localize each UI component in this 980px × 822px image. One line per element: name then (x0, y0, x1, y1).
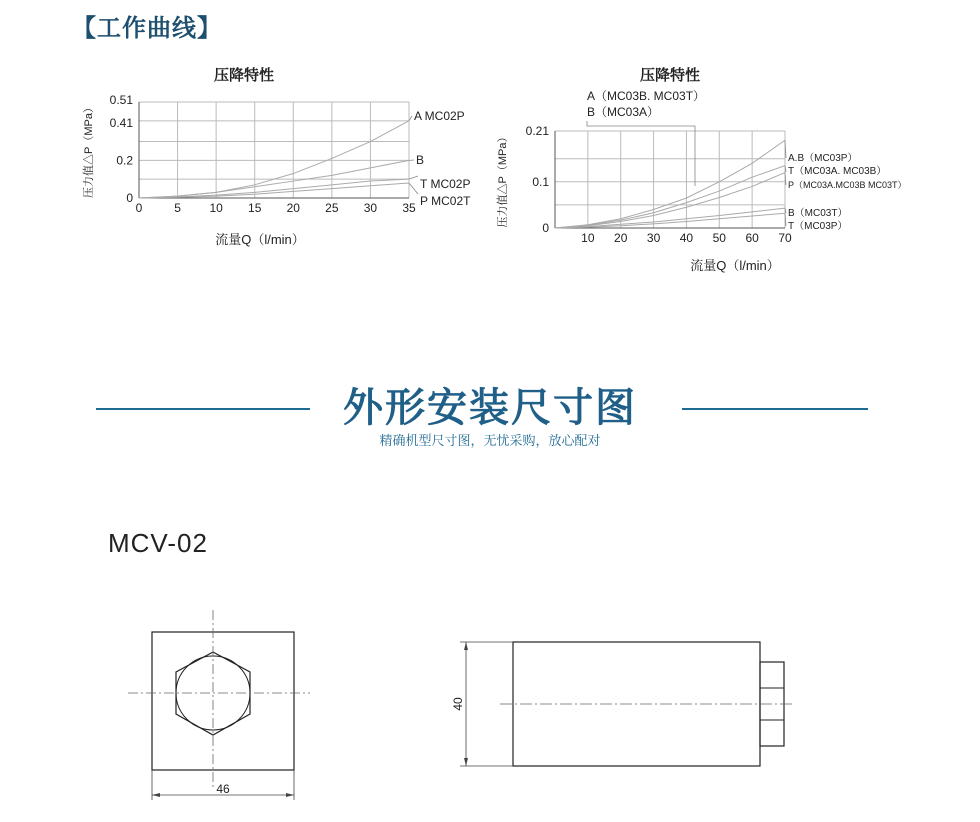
x-tick-label: 30 (646, 231, 661, 245)
front-view-body (152, 632, 294, 770)
series-label: B (416, 153, 425, 167)
banner-title: 外形安装尺寸图 (343, 385, 637, 431)
annotation-label: B（MC03A） (587, 105, 660, 119)
x-axis-label: 流量Q（l/min） (690, 258, 780, 273)
x-tick-label: 0 (135, 201, 143, 215)
x-tick-label: 40 (679, 231, 694, 245)
side-view (460, 642, 795, 766)
series-label: P（MC03A.MC03B MC03T） (788, 180, 907, 190)
y-tick-label: 0.41 (109, 115, 133, 130)
section-title: 【工作曲线】 (72, 14, 222, 42)
y-axis-label: 压力值△P（MPa） (497, 131, 509, 228)
x-tick-label: 50 (712, 231, 726, 245)
x-tick-label: 5 (174, 201, 181, 215)
series-line-c1-0 (139, 121, 409, 198)
series-label: T（MC03P） (788, 221, 848, 232)
series-line-c2-1 (555, 166, 785, 228)
model-label: MCV-02 (108, 528, 208, 558)
x-tick-label: 15 (248, 201, 262, 215)
series-label: B（MC03T） (788, 208, 848, 219)
x-tick-label: 60 (745, 231, 759, 245)
series-label: T MC02P (420, 177, 471, 191)
width-dimension-label: 46 (216, 782, 230, 796)
series-leader-c1-2 (409, 176, 418, 179)
y-tick-label: 0.51 (109, 93, 133, 107)
series-label: T（MC03A. MC03B） (788, 166, 887, 177)
pressure-drop-chart-mc02 (70, 58, 510, 278)
series-label: A MC02P (414, 109, 465, 123)
series-line-c2-2 (555, 173, 785, 228)
x-tick-label: 10 (581, 231, 595, 245)
pressure-drop-chart-mc03 (490, 58, 930, 288)
series-label: A.B（MC03P） (788, 153, 858, 164)
x-tick-label: 35 (402, 201, 416, 215)
y-tick-label: 0.1 (532, 174, 549, 189)
y-tick-label: 0.2 (116, 153, 133, 168)
x-tick-label: 25 (325, 201, 339, 215)
chart-title: 压降特性 (639, 67, 701, 84)
annotation-label: A（MC03B. MC03T） (587, 89, 706, 103)
x-tick-label: 70 (778, 231, 792, 245)
height-dimension-label: 40 (451, 697, 465, 711)
x-tick-label: 20 (614, 231, 628, 245)
x-tick-label: 10 (209, 201, 223, 215)
series-line-c2-0 (555, 140, 785, 228)
series-label: P MC02T (420, 194, 471, 208)
y-axis-label: 压力值△P（MPa） (83, 102, 95, 198)
series-line-c1-2 (139, 179, 409, 198)
chart-title: 压降特性 (213, 67, 275, 84)
y-tick-label: 0.21 (525, 124, 549, 138)
front-view (128, 610, 310, 800)
series-leader-c1-3 (409, 183, 418, 194)
x-tick-label: 20 (286, 201, 300, 215)
banner-subtitle: 精确机型尺寸图，无忧采购，放心配对 (379, 434, 601, 449)
x-tick-label: 30 (363, 201, 378, 215)
x-axis-label: 流量Q（l/min） (215, 232, 305, 247)
y-tick-label: 0 (126, 191, 133, 205)
y-tick-label: 0 (542, 221, 549, 235)
